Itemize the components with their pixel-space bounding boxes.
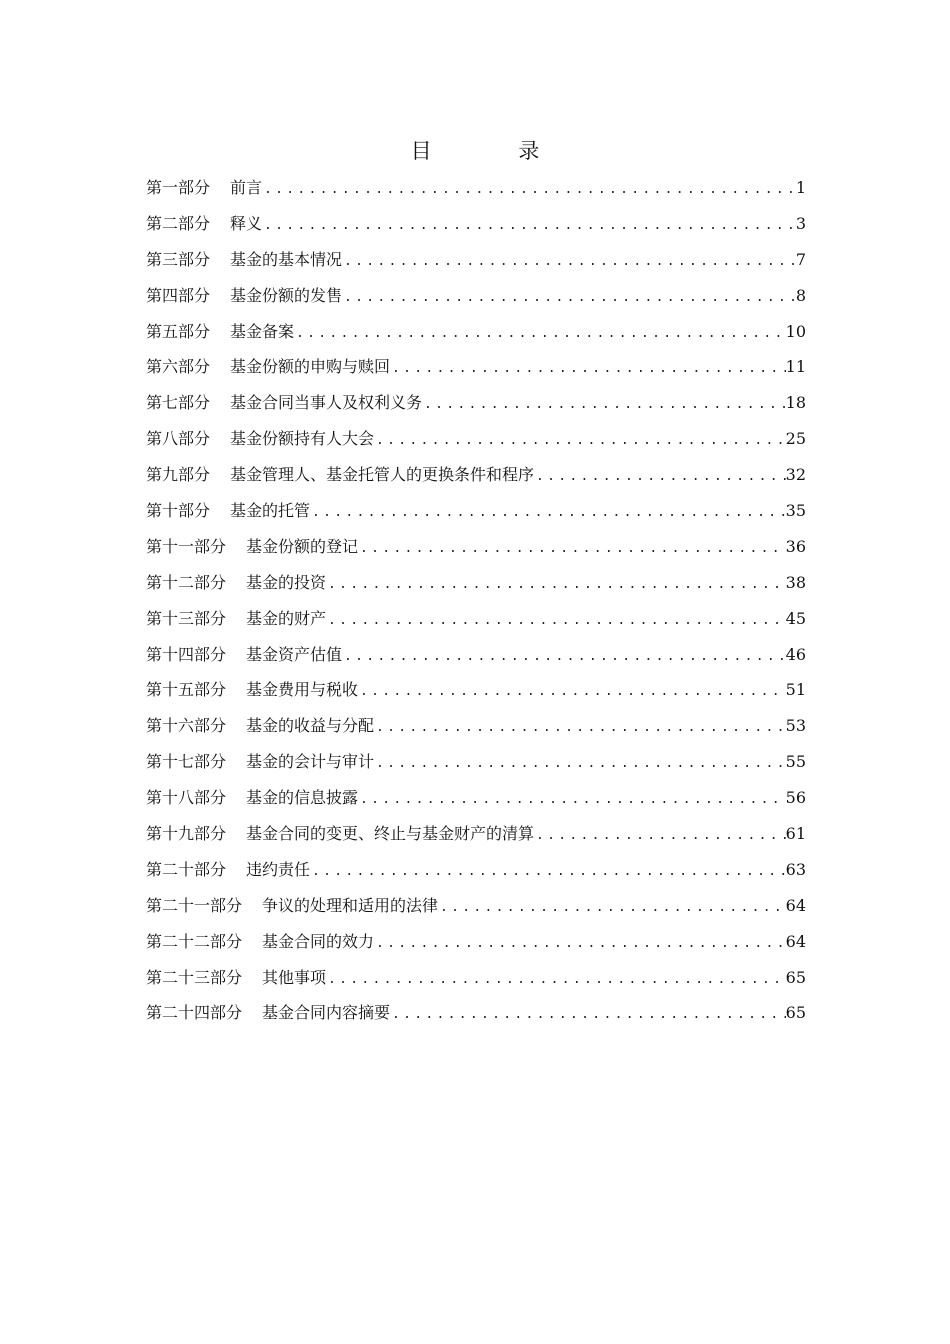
toc-entry[interactable] <box>146 818 806 854</box>
toc-entry-title: 基金备案 <box>230 321 295 341</box>
toc-leader-dots <box>342 641 786 673</box>
toc-page-number: 56 <box>785 788 806 808</box>
toc-page-number: 64 <box>785 931 806 951</box>
toc-leader-dots <box>310 497 786 529</box>
toc-entry[interactable] <box>146 639 806 675</box>
toc-leader-dots <box>294 318 786 350</box>
toc-entry[interactable] <box>146 387 806 423</box>
toc-entry-title: 基金的财产 <box>246 608 327 628</box>
toc-page-number: 32 <box>785 465 806 485</box>
toc-leader-dots <box>326 605 786 637</box>
toc-leader-dots <box>422 389 786 421</box>
toc-part-label: 第五部分 <box>146 321 211 341</box>
toc-entry[interactable] <box>146 782 806 818</box>
toc-entry[interactable] <box>146 746 806 782</box>
toc-leader-dots <box>374 928 786 960</box>
toc-page-number: 1 <box>795 178 806 197</box>
toc-entry[interactable] <box>146 603 806 639</box>
toc-part-label: 第二十三部分 <box>146 967 243 987</box>
toc-leader-dots <box>374 425 786 457</box>
toc-entry-title: 释义 <box>230 213 263 233</box>
toc-page-number: 63 <box>785 859 806 879</box>
toc-page-number: 38 <box>785 572 806 592</box>
toc-entry[interactable] <box>146 531 806 567</box>
toc-leader-dots <box>374 748 786 780</box>
toc-entry-title: 基金份额的发售 <box>230 285 343 305</box>
toc-leader-dots <box>358 676 786 708</box>
toc-part-label: 第十七部分 <box>146 752 227 772</box>
toc-part-label: 第二十二部分 <box>146 931 243 951</box>
toc-part-label: 第十四部分 <box>146 644 227 664</box>
toc-entry[interactable] <box>146 459 806 495</box>
toc-part-label: 第一部分 <box>146 178 211 197</box>
toc-entry-title: 基金费用与税收 <box>246 680 359 700</box>
toc-leader-dots <box>534 820 786 852</box>
toc-entry-title: 基金的信息披露 <box>246 788 359 808</box>
toc-page-number: 10 <box>785 321 806 341</box>
toc-entry[interactable] <box>146 244 806 280</box>
toc-entry-title: 基金合同的效力 <box>262 931 375 951</box>
toc-entry-title: 基金合同内容摘要 <box>262 1003 391 1023</box>
toc-page-number: 18 <box>785 393 806 413</box>
toc-entry[interactable] <box>146 997 806 1033</box>
toc-part-label: 第十一部分 <box>146 536 227 556</box>
toc-page-number: 51 <box>785 680 806 700</box>
toc-entry-title: 基金合同当事人及权利义务 <box>230 393 423 413</box>
toc-entry-title: 基金份额的登记 <box>246 536 359 556</box>
toc-part-label: 第二十一部分 <box>146 895 243 915</box>
toc-entry[interactable] <box>146 280 806 316</box>
toc-part-label: 第九部分 <box>146 465 211 485</box>
toc-part-label: 第十五部分 <box>146 680 227 700</box>
toc-part-label: 第四部分 <box>146 285 211 305</box>
toc-entry-title: 前言 <box>230 178 263 197</box>
toc-leader-dots <box>534 461 786 493</box>
toc-page-number: 65 <box>785 1003 806 1023</box>
toc-page-number: 64 <box>785 895 806 915</box>
toc-leader-dots <box>358 784 786 816</box>
toc-entry[interactable] <box>146 495 806 531</box>
toc-page-number: 3 <box>795 213 806 233</box>
toc-page-number: 45 <box>785 608 806 628</box>
toc-entry[interactable] <box>146 926 806 962</box>
toc-part-label: 第二部分 <box>146 213 211 233</box>
toc-entry-title: 基金资产估值 <box>246 644 343 664</box>
toc-entry-title: 其他事项 <box>262 967 327 987</box>
toc-entry-title: 基金份额的申购与赎回 <box>230 357 391 377</box>
toc-leader-dots <box>326 569 786 601</box>
toc-page-number: 65 <box>785 967 806 987</box>
toc-page-number: 25 <box>785 429 806 449</box>
toc-page-number: 46 <box>785 644 806 664</box>
toc-entry-title: 基金的托管 <box>230 501 311 521</box>
toc-leader-dots <box>342 282 796 314</box>
toc-entry-title: 基金的基本情况 <box>230 249 343 269</box>
toc-page-number: 53 <box>785 716 806 736</box>
toc-leader-dots <box>438 892 786 924</box>
toc-entry[interactable] <box>146 567 806 603</box>
toc-leader-dots <box>326 964 786 996</box>
toc-part-label: 第十三部分 <box>146 608 227 628</box>
toc-page-number: 36 <box>785 536 806 556</box>
toc-part-label: 第三部分 <box>146 249 211 269</box>
toc-entry-title: 基金的会计与审计 <box>246 752 375 772</box>
toc-page-number: 61 <box>785 824 806 844</box>
toc-leader-dots <box>310 856 786 888</box>
toc-title: 目 录 <box>410 139 580 163</box>
toc-page-number: 7 <box>795 249 806 269</box>
toc-entry-title: 基金合同的变更、终止与基金财产的清算 <box>246 824 535 844</box>
toc-entry-title: 基金的投资 <box>246 572 327 592</box>
toc-entry[interactable] <box>146 674 806 710</box>
toc-entry[interactable] <box>146 423 806 459</box>
toc-part-label: 第八部分 <box>146 429 211 449</box>
toc-leader-dots <box>390 999 786 1031</box>
toc-leader-dots <box>342 246 796 278</box>
toc-part-label: 第十二部分 <box>146 572 227 592</box>
toc-entry[interactable] <box>146 316 806 352</box>
toc-part-label: 第十部分 <box>146 501 211 521</box>
toc-part-label: 第十九部分 <box>146 824 227 844</box>
toc-part-label: 第二十四部分 <box>146 1003 243 1023</box>
toc-list <box>146 172 806 1033</box>
toc-entry[interactable] <box>146 854 806 890</box>
toc-entry[interactable] <box>146 710 806 746</box>
toc-leader-dots <box>262 174 796 206</box>
toc-entry[interactable] <box>146 351 806 387</box>
toc-page-number: 55 <box>785 752 806 772</box>
toc-leader-dots <box>374 712 786 744</box>
toc-part-label: 第七部分 <box>146 393 211 413</box>
toc-entry[interactable] <box>146 962 806 998</box>
toc-leader-dots <box>262 210 796 242</box>
toc-part-label: 第六部分 <box>146 357 211 377</box>
toc-entry-title: 基金份额持有人大会 <box>230 429 375 449</box>
toc-part-label: 第十六部分 <box>146 716 227 736</box>
toc-entry-title: 违约责任 <box>246 859 311 879</box>
toc-entry-title: 基金管理人、基金托管人的更换条件和程序 <box>230 465 535 485</box>
toc-entry[interactable] <box>146 890 806 926</box>
toc-page-number: 11 <box>785 357 806 377</box>
toc-leader-dots <box>358 533 786 565</box>
toc-entry[interactable] <box>146 172 806 208</box>
toc-page-number: 35 <box>785 501 806 521</box>
toc-part-label: 第二十部分 <box>146 859 227 879</box>
toc-leader-dots <box>390 353 786 385</box>
toc-page-number: 8 <box>795 285 806 305</box>
toc-entry[interactable] <box>146 208 806 244</box>
toc-part-label: 第十八部分 <box>146 788 227 808</box>
toc-entry-title: 基金的收益与分配 <box>246 716 375 736</box>
toc-entry-title: 争议的处理和适用的法律 <box>262 895 439 915</box>
